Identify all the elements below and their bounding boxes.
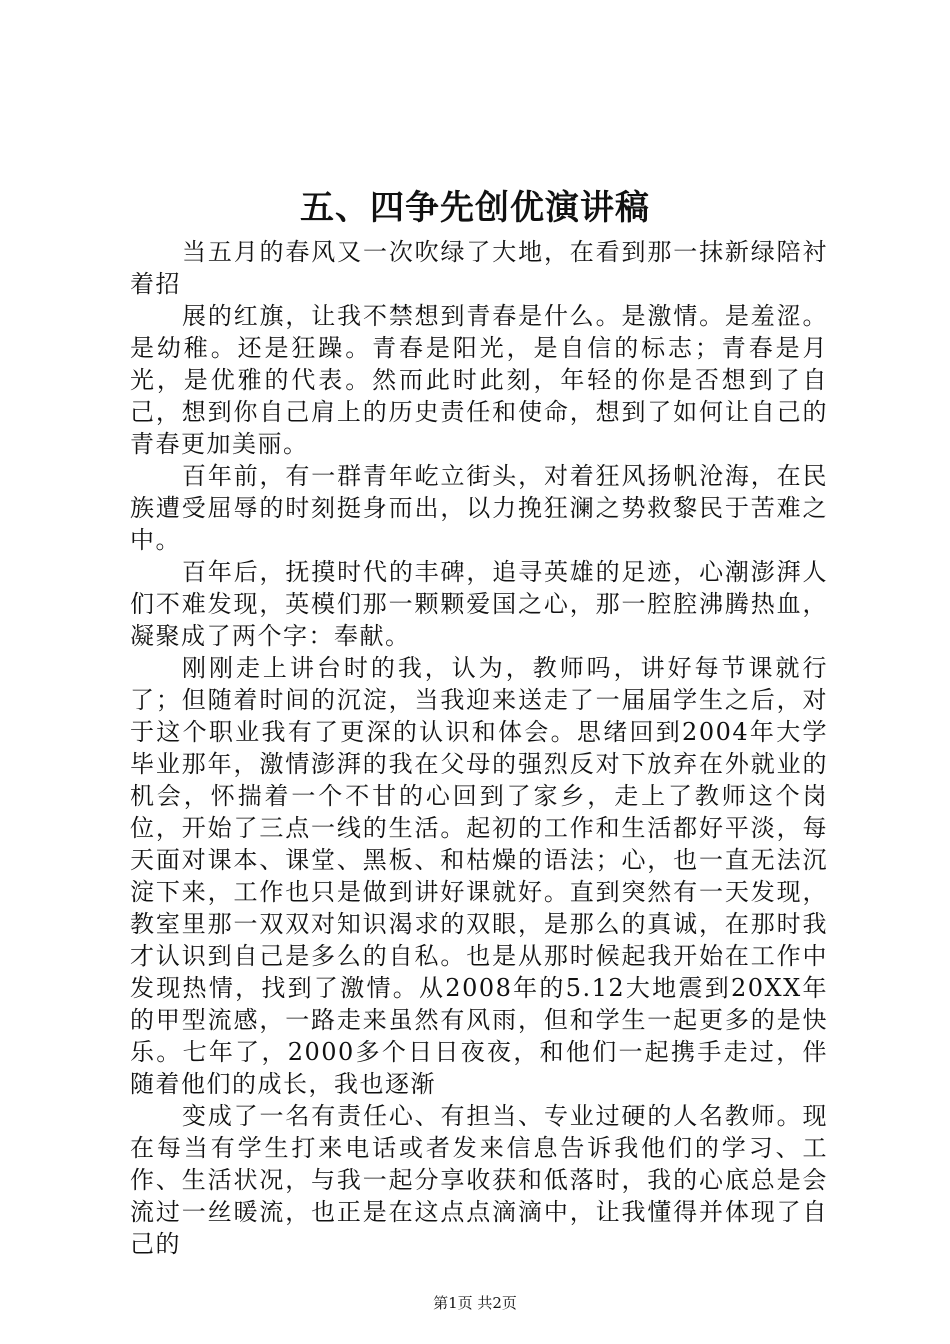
- document-body: [130, 236, 828, 1260]
- document-title: 五、四争先创优演讲稿: [300, 188, 650, 228]
- paragraph: 变成了一名有责任心、有担当、专业过硬的人名教师。现在每当有学生打来电话或者发来信息告诉我他们的学习、工作、生活状况，与我一起分享收获和低落时，我的心底总是会流过一丝暖流，也正是在这点点滴滴中，让我懂得并体现了自己的: [130, 1102, 828, 1258]
- paragraph: 百年后，抚摸时代的丰碑，追寻英雄的足迹，心潮澎湃人们不难发现，英模们那一颗颗爱国之心，那一腔腔沸腾热血，凝聚成了两个字：奉献。: [130, 558, 828, 650]
- paragraph: 百年前，有一群青年屹立街头，对着狂风扬帆沧海，在民族遭受屈辱的时刻挺身而出，以力挽狂澜之势救黎民于苦难之中。: [130, 462, 828, 554]
- paragraph: 当五月的春风又一次吹绿了大地，在看到那一抹新绿陪衬着招: [130, 238, 828, 298]
- paragraph: 展的红旗，让我不禁想到青春是什么。是激情。是羞涩。是幼稚。还是狂躁。青春是阳光，是自信的标志；青春是月光，是优雅的代表。然而此时此刻，年轻的你是否想到了自己，想到你自己肩上的历史责任和使命，想到了如何让自己的青春更加美丽。: [130, 302, 828, 458]
- paragraph: 刚刚走上讲台时的我，认为，教师吗，讲好每节课就行了；但随着时间的沉淀，当我迎来送走了一届届学生之后，对于这个职业我有了更深的认识和体会。思绪回到2004年大学毕业那年，激情澎湃的我在父母的强烈反对下放弃在外就业的机会，怀揣着一个不甘的心回到了家乡，走上了教师这个岗位，开始了三点一线的生活。起初的工作和生活都好平淡，每天面对课本、课堂、黑板、和枯燥的语法；心，也一直无法沉淀下来，工作也只是做到讲好课就好。直到突然有一天发现，教室里那一双双对知识渴求的双眼，是那么的真诚，在那时我才认识到自己是多么的自私。也是从那时候起我开始在工作中发现热情，找到了激情。从2008年的5.12大地震到20XX年的甲型流感，一路走来虽然有风雨，但和学生一起更多的是快乐。七年了，2000多个日日夜夜，和他们一起携手走过，伴随着他们的成长，我也逐渐: [130, 654, 828, 1098]
- page-number-footer: 第1页 共2页: [433, 1294, 517, 1312]
